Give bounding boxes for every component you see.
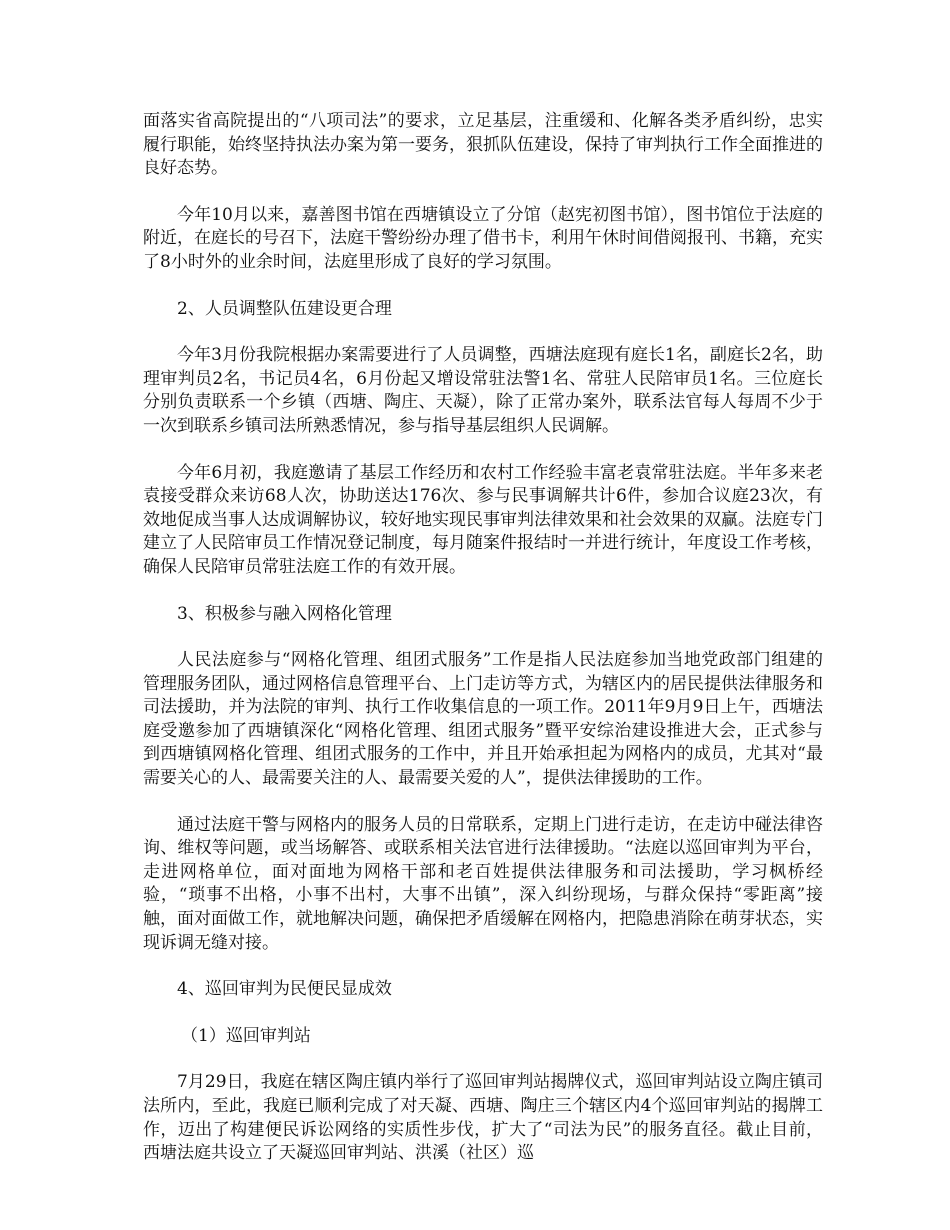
paragraph-grid-service: 通过法庭干警与网格内的服务人员的日常联系，定期上门进行走访，在走访中碰法律咨询、维权等问题，或当场解答、或联系相关法官进行法律援助。“法庭以巡回审判为平台，走进网格单位，面对面地为网格干部和老百姓提供法律服务和司法援助，学习枫桥经验，“琐事不出格，小事不出村，大事不出镇”，深入纠纷现场，与群众保持“零距离”接触，面对面做工作，就地解决问题，确保把矛盾缓解在网格内，把隐患消除在萌芽状态，实现诉调无缝对接。 [143,814,823,953]
section-heading-4: 4、巡回审判为民便民显成效 [177,979,392,1000]
section-heading-2: 2、人员调整队伍建设更合理 [177,298,392,319]
section-heading-3: 3、积极参与融入网格化管理 [177,603,392,624]
subsection-heading-4-1: （1）巡回审判站 [181,1025,311,1046]
paragraph-library: 今年10月以来，嘉善图书馆在西塘镇设立了分馆（赵宪初图书馆），图书馆位于法庭的附近，在庭长的号召下，法庭干警纷纷办理了借书卡，利用午休时间借阅报刊、书籍，充实了8小时外的业余时间，法庭里形成了良好的学习氛围。 [143,204,823,272]
paragraph-assessor: 今年6月初，我庭邀请了基层工作经历和农村工作经验丰富老袁常驻法庭。半年多来老袁接受群众来访68人次，协助送达176次、参与民事调解共计6件，参加合议庭23次，有效地促成当事人达成调解协议，较好地实现民事审判法律效果和社会效果的双赢。法庭专门建立了人民陪审员工作情况登记制度，每月随案件报结时一并进行统计，年度设工作考核，确保人民陪审员常驻法庭工作的有效开展。 [143,462,823,577]
paragraph-1: 面落实省高院提出的“八项司法”的要求，立足基层，注重缓和、化解各类矛盾纠纷，忠实履行职能，始终坚持执法办案为第一要务，狠抓队伍建设，保持了审判执行工作全面推进的良好态势。 [143,111,823,179]
paragraph-staffing: 今年3月份我院根据办案需要进行了人员调整，西塘法庭现有庭长1名，副庭长2名，助理审判员2名，书记员4名，6月份起又增设常驻法警1名、常驻人民陪审员1名。三位庭长分别负责联系一个乡镇（西塘、陶庄、天凝），除了正常办案外，联系法官每人每周不少于一次到联系乡镇司法所熟悉情况，参与指导基层组织人民调解。 [143,345,823,436]
paragraph-grid-management: 人民法庭参与“网格化管理、组团式服务”工作是指人民法庭参加当地党政部门组建的管理服务团队，通过网格信息管理平台、上门走访等方式，为辖区内的居民提供法律服务和司法援助，并为法院的审判、执行工作收集信息的一项工作。2011年9月9日上午，西塘法庭受邀参加了西塘镇深化“网格化管理、组团式服务”暨平安综治建设推进大会，正式参与到西塘镇网格化管理、组团式服务的工作中，并且开始承担起为网格内的成员，尤其对“最需要关心的人、最需要关注的人、最需要关爱的人”，提供法律援助的工作。 [143,650,823,789]
document-page [143,110,823,1166]
paragraph-circuit-court: 7月29日，我庭在辖区陶庄镇内举行了巡回审判站揭牌仪式，巡回审判站设立陶庄镇司法所内，至此，我庭已顺利完成了对天凝、西塘、陶庄三个辖区内4个巡回审判站的揭牌工作，迈出了构建便民诉讼网络的实质性步伐，扩大了“司法为民”的服务直径。截止目前，西塘法庭共设立了天凝巡回审判站、洪溪（社区）巡 [143,1072,823,1164]
